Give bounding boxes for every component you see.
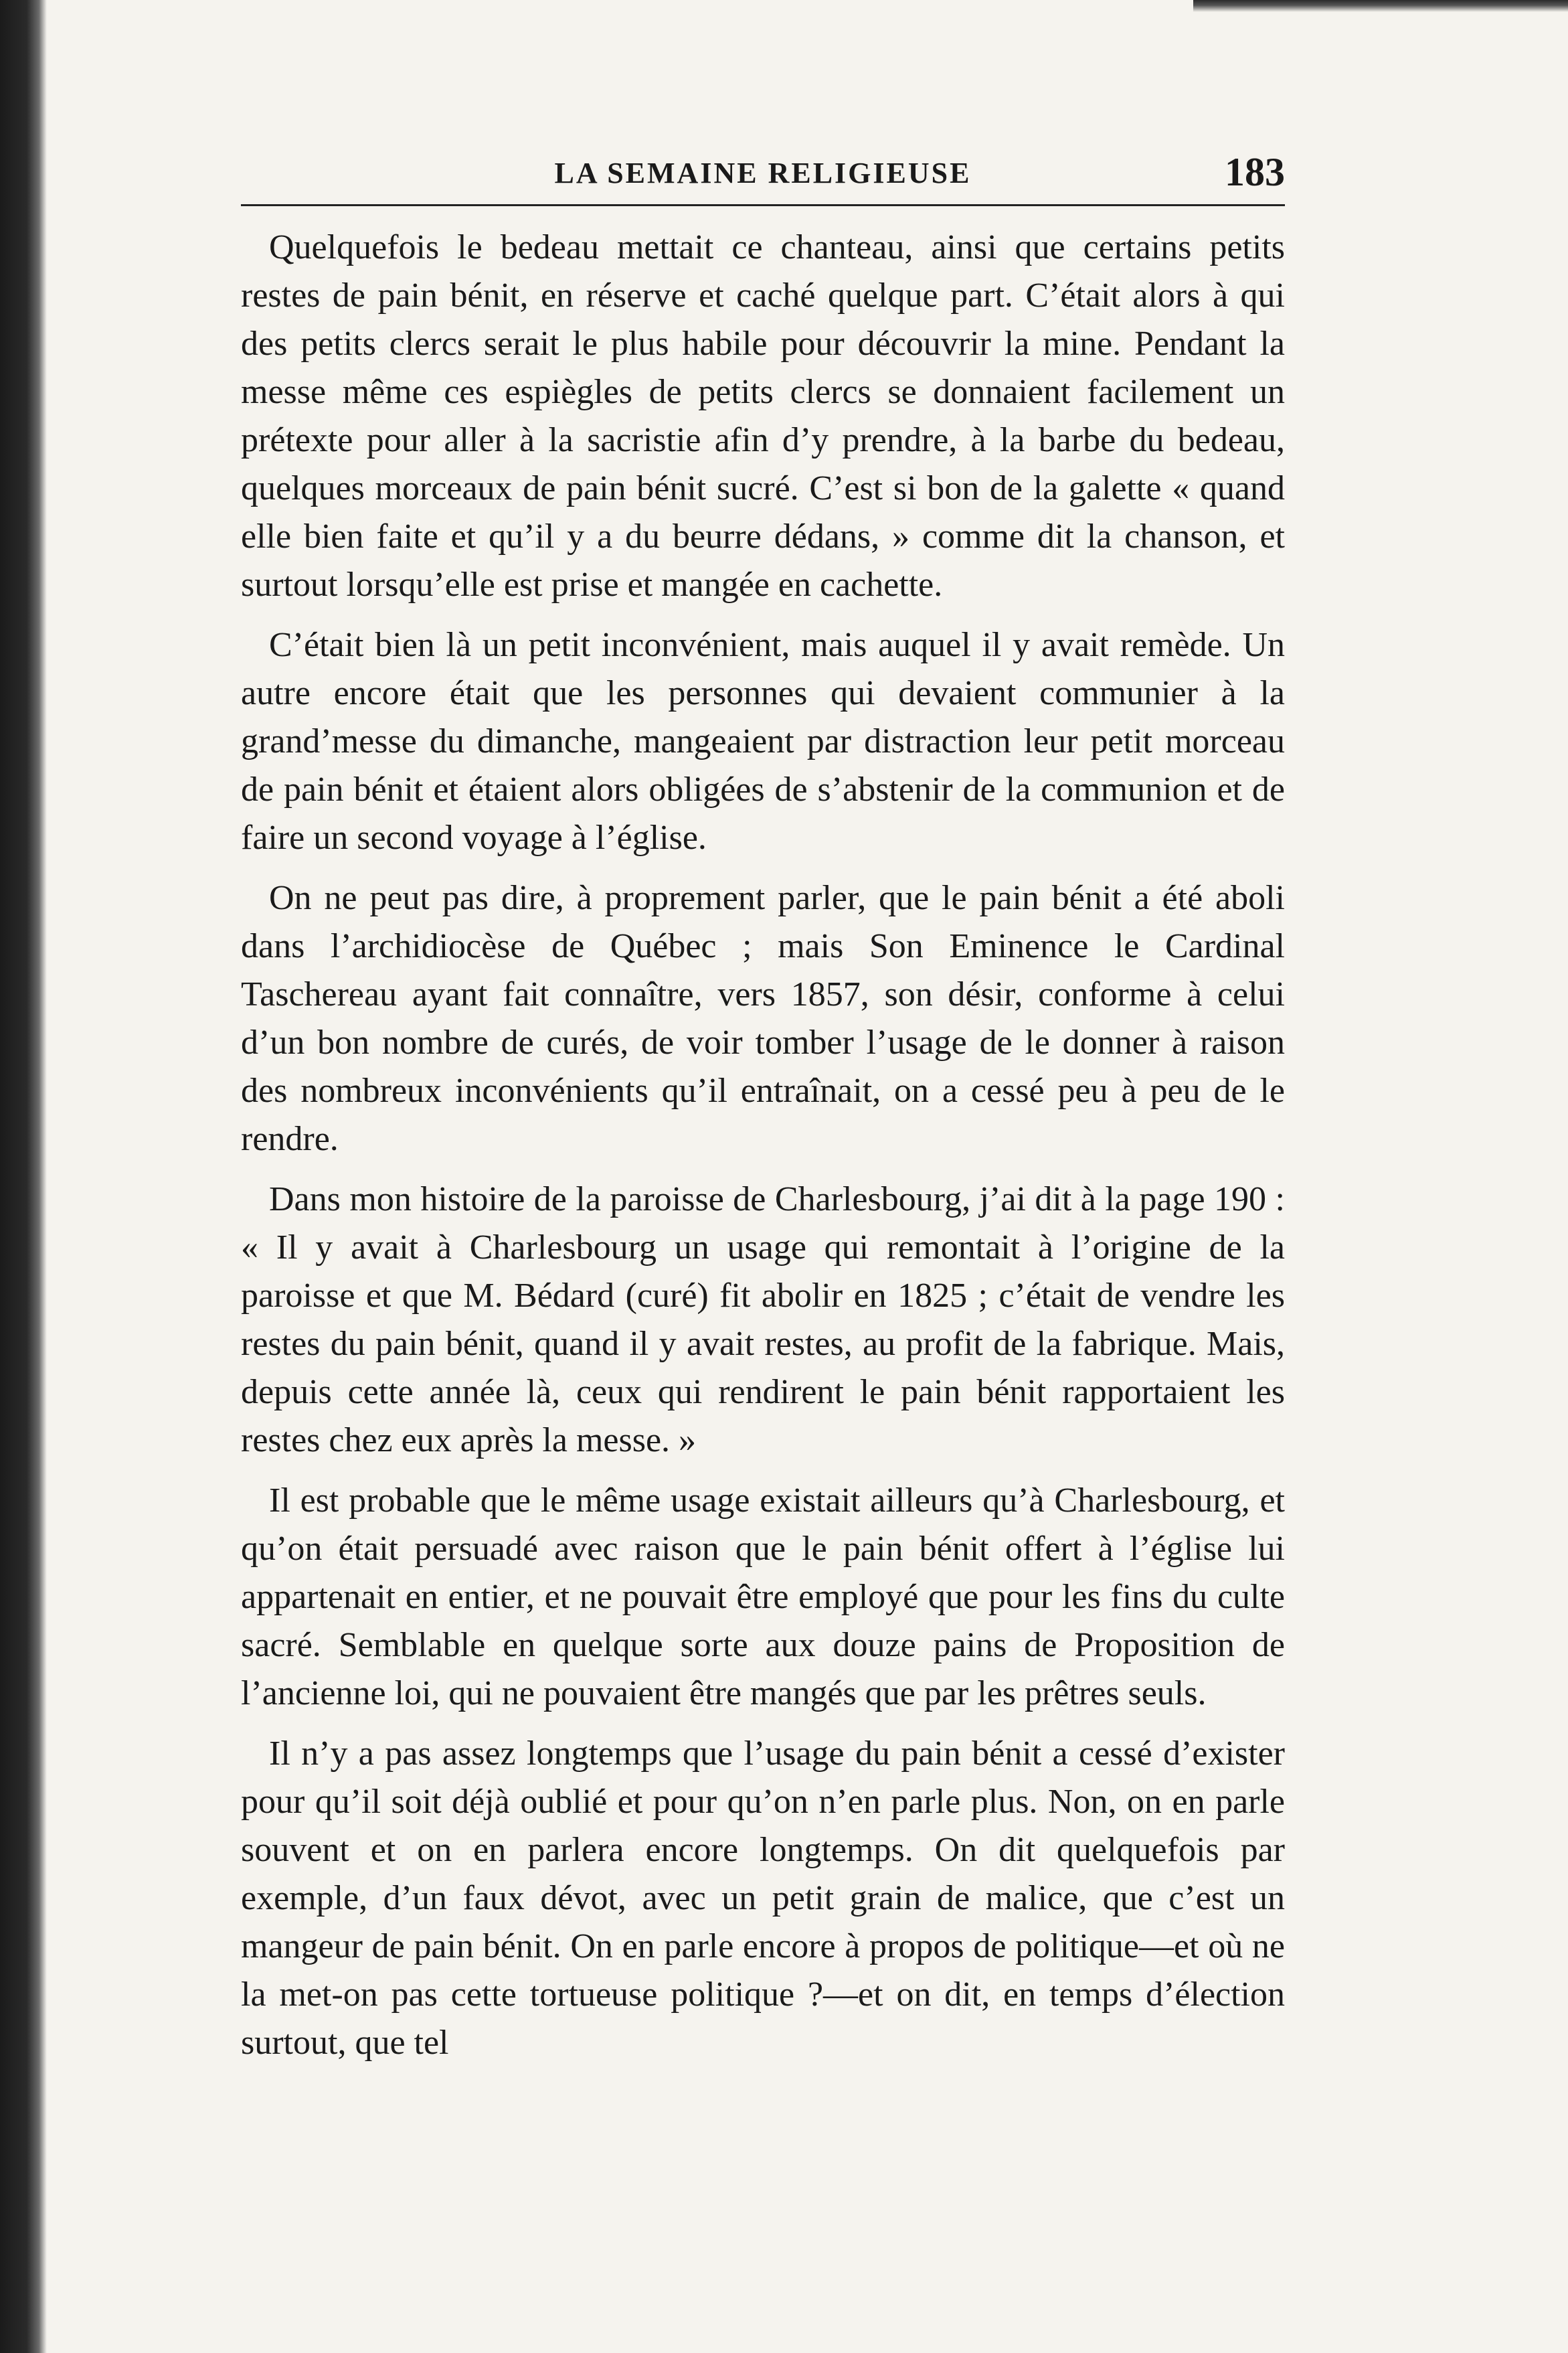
paragraph-4: Dans mon histoire de la paroisse de Charlesbourg, j’ai dit à la page 190 : « Il y avait à Charlesbourg un usage qui remontait à l’origine de la paroisse et que M. Bédard (curé) fit abolir en 1825 ; c’était de vendre les restes du pain bénit, quand il y avait restes, au profit de la fabrique. Mais, depuis cette année là, ceux qui rendirent le pain bénit rapportaient les restes chez eux après la messe. » (241, 1180, 1285, 1459)
paragraph-6: Il n’y a pas assez longtemps que l’usage du pain bénit a cessé d’exister pour qu’il soit déjà oublié et pour qu’on n’en parle plus. Non, on en parle souvent et on en parlera encore longtemps. On dit quelquefois par exemple, d’un faux dévot, avec un petit grain de malice, que c’est un mangeur de pain bénit. On en parle encore à propos de politique—et où ne la met-on pas cette tortueuse politique ?—et on dit, en temps d’élection surtout, que tel (241, 1734, 1285, 2062)
paragraph-2: C’était bien là un petit inconvénient, mais auquel il y avait remède. Un autre encore était que les personnes qui devaient communier à la grand’messe du dimanche, mangeaient par distraction leur petit morceau de pain bénit et étaient alors obligées de s’abstenir de la communion et de faire un second voyage à l’église. (241, 626, 1285, 857)
paragraph-5: Il est probable que le même usage existait ailleurs qu’à Charlesbourg, et qu’on était persuadé avec raison que le pain bénit offert à l’église lui appartenait en entier, et ne pouvait être employé que pour les fins du culte sacré. Semblable en quelque sorte aux douze pains de Proposition de l’ancienne loi, qui ne pouvaient être mangés que par les prêtres seuls. (241, 1481, 1285, 1712)
scan-top-edge (1193, 0, 1568, 12)
page-number: 183 (1225, 150, 1285, 194)
header-rule (241, 204, 1285, 206)
running-title: LA SEMAINE RELIGIEUSE (554, 157, 972, 189)
scan-binding-edge (0, 0, 47, 2353)
document-page (241, 144, 1285, 2079)
paragraph-1: Quelquefois le bedeau mettait ce chanteau, ainsi que certains petits restes de pain bénit, en réserve et caché quelque part. C’était alors à qui des petits clercs serait le plus habile pour découvrir la mine. Pendant la messe même ces espiègles de petits clercs se donnaient facilement un prétexte pour aller à la sacristie afin d’y prendre, à la barbe du bedeau, quelques morceaux de pain bénit sucré. C’est si bon de la galette « quand elle bien faite et qu’il y a du beurre dédans, » comme dit la chanson, et surtout lorsqu’elle est prise et mangée en cachette. (241, 228, 1285, 604)
paragraph-3: On ne peut pas dire, à proprement parler, que le pain bénit a été aboli dans l’archidiocèse de Québec ; mais Son Eminence le Cardinal Taschereau ayant fait connaître, vers 1857, son désir, conforme à celui d’un bon nombre de curés, de voir tomber l’usage de le donner à raison des nombreux inconvénients qu’il entraînait, on a cessé peu à peu de le rendre. (241, 879, 1285, 1158)
running-header (241, 144, 1285, 204)
